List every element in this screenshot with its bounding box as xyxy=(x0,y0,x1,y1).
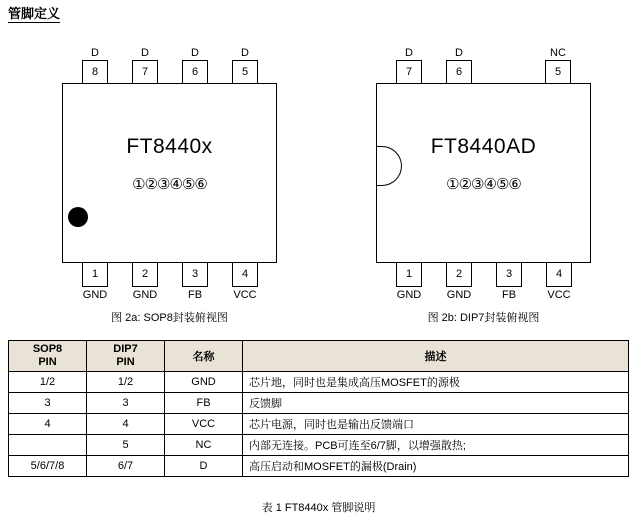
header-line-1: SOP8 xyxy=(32,343,63,355)
pin-number: 3 xyxy=(191,268,199,280)
pin-circle-row: ①②③④⑤⑥ xyxy=(446,176,521,193)
cell-sop8-pin xyxy=(9,435,87,456)
pin-stub-top xyxy=(446,60,472,84)
figure-caption-sop8: 图 2a: SOP8封装俯视图 xyxy=(111,312,228,324)
pin-name-label: D xyxy=(455,47,463,59)
pin-name-label: GND xyxy=(82,289,108,301)
pin-stub-top xyxy=(182,60,208,84)
pin-name-label: VCC xyxy=(547,289,571,301)
package-body xyxy=(62,83,277,263)
cell-sop8-pin: 4 xyxy=(9,414,87,435)
chip-part-number: FT8440AD xyxy=(430,135,537,158)
orientation-dot-icon xyxy=(68,207,88,227)
chip-part-number: FT8440x xyxy=(126,135,213,158)
pin-name-label: D xyxy=(191,47,199,59)
table-row xyxy=(9,393,629,414)
pin-number: 2 xyxy=(455,268,463,280)
pin-stub-top xyxy=(232,60,258,84)
pin-description-table xyxy=(8,340,629,477)
header-line-2: PIN xyxy=(38,356,57,368)
pin-stub-top xyxy=(82,60,108,84)
cell-dip7-pin: 4 xyxy=(87,414,165,435)
cell-dip7-pin: 5 xyxy=(87,435,165,456)
package-body xyxy=(376,83,591,263)
pin-name-label: FB xyxy=(501,289,517,301)
cell-dip7-pin: 1/2 xyxy=(87,372,165,393)
cell-name: NC xyxy=(165,435,243,456)
pin-number: 4 xyxy=(555,268,563,280)
table-header-row xyxy=(9,341,629,372)
pin-stub-top xyxy=(545,60,571,84)
pin-stub-bottom xyxy=(496,263,522,287)
pin-number: 2 xyxy=(141,268,149,280)
table-header-cell xyxy=(9,341,87,372)
cell-name: VCC xyxy=(165,414,243,435)
pin-circle-row: ①②③④⑤⑥ xyxy=(132,176,207,193)
pin-name-label: NC xyxy=(550,47,566,59)
figure-caption-dip7: 图 2b: DIP7封装俯视图 xyxy=(427,312,540,324)
pin-number: 1 xyxy=(405,268,413,280)
pin-stub-bottom xyxy=(232,263,258,287)
pin-number: 5 xyxy=(241,66,249,78)
cell-name: D xyxy=(165,456,243,477)
pin-name-label: D xyxy=(241,47,249,59)
pin-stub-top xyxy=(396,60,422,84)
cell-description: 反馈脚 xyxy=(243,393,629,414)
cell-description: 高压启动和MOSFET的漏极(Drain) xyxy=(243,456,629,477)
cell-description: 芯片电源，同时也是输出反馈端口 xyxy=(243,414,629,435)
header-line-2: PIN xyxy=(116,356,135,368)
pin-number: 7 xyxy=(141,66,149,78)
pin-name-label: GND xyxy=(446,289,472,301)
cell-sop8-pin: 3 xyxy=(9,393,87,414)
pin-number: 1 xyxy=(91,268,99,280)
pin-stub-bottom xyxy=(182,263,208,287)
table-header-cell xyxy=(87,341,165,372)
table-row xyxy=(9,456,629,477)
cell-dip7-pin: 6/7 xyxy=(87,456,165,477)
cell-description: 内部无连接。PCB可连至6/7脚，以增强散热; xyxy=(243,435,629,456)
pin-stub-bottom xyxy=(546,263,572,287)
pin-name-label: D xyxy=(91,47,99,59)
cell-name: FB xyxy=(165,393,243,414)
pin-name-label: D xyxy=(141,47,149,59)
table-header-cell: 描述 xyxy=(243,341,629,372)
pin-number: 6 xyxy=(455,66,463,78)
pin-number: 3 xyxy=(505,268,513,280)
pin-name-label: VCC xyxy=(233,289,257,301)
cell-description: 芯片地，同时也是集成高压MOSFET的源极 xyxy=(243,372,629,393)
table-row xyxy=(9,435,629,456)
cell-sop8-pin: 5/6/7/8 xyxy=(9,456,87,477)
cell-dip7-pin: 3 xyxy=(87,393,165,414)
pin-stub-bottom xyxy=(446,263,472,287)
pin-number: 8 xyxy=(91,66,99,78)
header-line-1: DIP7 xyxy=(113,343,138,355)
table-header-cell: 名称 xyxy=(165,341,243,372)
pin-stub-top xyxy=(132,60,158,84)
table-row xyxy=(9,414,629,435)
pin-number: 6 xyxy=(191,66,199,78)
pin-name-label: GND xyxy=(396,289,422,301)
pin-number: 7 xyxy=(405,66,413,78)
pin-name-label: D xyxy=(405,47,413,59)
page-title: 管脚定义 xyxy=(8,6,61,21)
table-row xyxy=(9,372,629,393)
cell-sop8-pin: 1/2 xyxy=(9,372,87,393)
pin-stub-bottom xyxy=(132,263,158,287)
pin-stub-bottom xyxy=(82,263,108,287)
pin-number: 5 xyxy=(554,66,562,78)
pin-name-label: FB xyxy=(187,289,203,301)
pin-stub-bottom xyxy=(396,263,422,287)
pin-name-label: GND xyxy=(132,289,158,301)
cell-name: GND xyxy=(165,372,243,393)
table-caption: 表 1 FT8440x 管脚说明 xyxy=(261,502,376,514)
pin-number: 4 xyxy=(241,268,249,280)
